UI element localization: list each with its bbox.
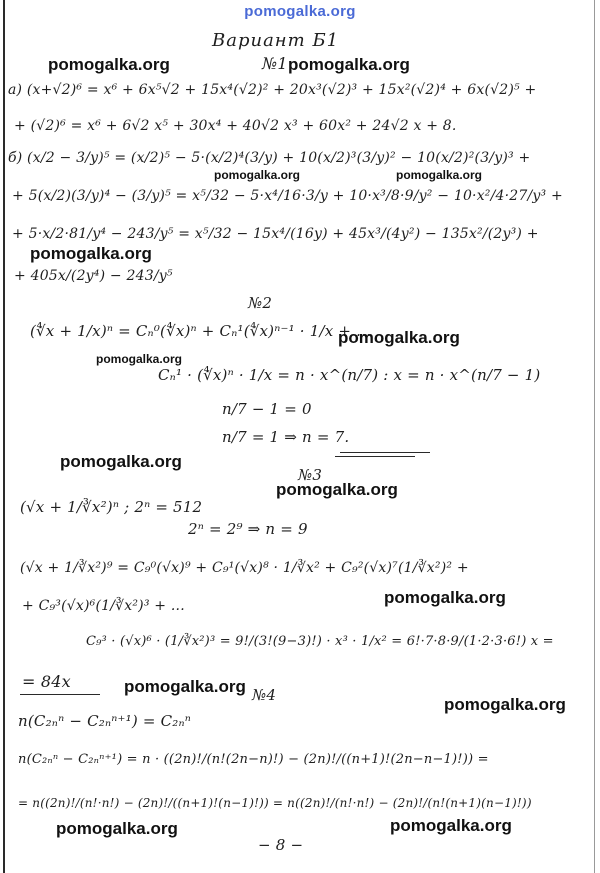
task4-line1: n(C₂ₙⁿ − C₂ₙⁿ⁺¹) = C₂ₙⁿ [18, 712, 192, 730]
task3-answer: = 84x [22, 672, 71, 691]
watermark: pomogalka.org [384, 588, 506, 607]
task3-line3: (√x + 1/∛x²)⁹ = C₉⁰(√x)⁹ + C₉¹(√x)⁸ · 1/∛x² + C₉²(√x)⁷(1/∛x²)² + [20, 560, 469, 576]
task1-b-line4: + 405x/(2y⁴) − 243/y⁵ [14, 268, 173, 284]
task4-line2: n(C₂ₙⁿ − C₂ₙⁿ⁺¹) = n · ((2n)!/(n!(2n−n)!) − (2n)!/((n+1)!(2n−n−1)!)) = [18, 752, 489, 767]
watermark: pomogalka.org [214, 168, 301, 182]
task2-line2: Cₙ¹ · (∜x)ⁿ · 1/x = n · x^(n/7) : x = n · x^(n/7 − 1) [158, 366, 541, 384]
variant-title: Вариант Б1 [212, 30, 340, 51]
task4-line3: = n((2n)!/(n!·n!) − (2n)!/((n+1)!(n−1)!)) = n((2n)!/(n!·n!) − (2n)!/(n!(n+1)(n−1)!)) [18, 796, 532, 810]
task1-b-line2: + 5(x/2)(3/y)⁴ − (3/y)⁵ = x⁵/32 − 5·x⁴/16·3/y + 10·x³/8·9/y² − 10·x²/4·27/y³ + [12, 188, 563, 204]
task1-b-line1: б) (x/2 − 3/y)⁵ = (x/2)⁵ − 5·(x/2)⁴(3/y) + 10(x/2)³(3/y)² − 10(x/2)²(3/y)³ + [8, 150, 531, 166]
page-right-edge [594, 0, 595, 873]
watermark: pomogalka.org [390, 816, 512, 835]
watermark: pomogalka.org [30, 244, 152, 263]
page-left-edge [3, 0, 5, 873]
task2-line4: n/7 = 1 ⇒ n = 7. [222, 428, 350, 446]
task1-a-line1: a) (x+√2)⁶ = x⁶ + 6x⁵√2 + 15x⁴(√2)² + 20x³(√2)³ + 15x²(√2)⁴ + 6x(√2)⁵ + [8, 82, 537, 98]
watermark: pomogalka.org [48, 55, 170, 74]
task3-line1: (√x + 1/∛x²)ⁿ ; 2ⁿ = 512 [20, 498, 203, 516]
task3-line2: 2ⁿ = 2⁹ ⇒ n = 9 [188, 520, 308, 538]
task3-label: №3 [298, 466, 323, 484]
task2-line1: (∜x + 1/x)ⁿ = Cₙ⁰(∜x)ⁿ + Cₙ¹(∜x)ⁿ⁻¹ · 1/x + ... [30, 322, 372, 340]
watermark: pomogalka.org [396, 168, 483, 182]
task1-a-line2: + (√2)⁶ = x⁶ + 6√2 x⁵ + 30x⁴ + 40√2 x³ + 60x² + 24√2 x + 8. [14, 118, 457, 134]
page-number: − 8 − [258, 836, 304, 854]
watermark: pomogalka.org [124, 677, 246, 696]
watermark: pomogalka.org [288, 55, 410, 74]
task3-line4: + C₉³(√x)⁶(1/∛x²)³ + ... [22, 598, 185, 614]
watermark: pomogalka.org [444, 695, 566, 714]
task4-label: №4 [252, 686, 277, 704]
task1-b-line3: + 5·x/2·81/y⁴ − 243/y⁵ = x⁵/32 − 15x⁴/(16y) + 45x³/(4y²) − 135x²/(2y³) + [12, 226, 539, 242]
task2-label: №2 [248, 294, 273, 312]
watermark: pomogalka.org [338, 328, 460, 347]
watermark: pomogalka.org [96, 352, 183, 366]
task2-line3: n/7 − 1 = 0 [222, 400, 312, 418]
task3-answer-underline [20, 694, 100, 695]
watermark-top: pomogalka.org [244, 3, 356, 20]
task3-line5: C₉³ · (√x)⁶ · (1/∛x²)³ = 9!/(3!(9−3)!) · x³ · 1/x² = 6!·7·8·9/(1·2·3·6!) x = [86, 634, 554, 649]
task1-label: №1 [262, 54, 288, 73]
watermark: pomogalka.org [276, 480, 398, 499]
watermark: pomogalka.org [60, 452, 182, 471]
watermark: pomogalka.org [56, 819, 178, 838]
task2-answer-underline [340, 452, 430, 453]
task2-answer-underline-2 [335, 456, 415, 457]
